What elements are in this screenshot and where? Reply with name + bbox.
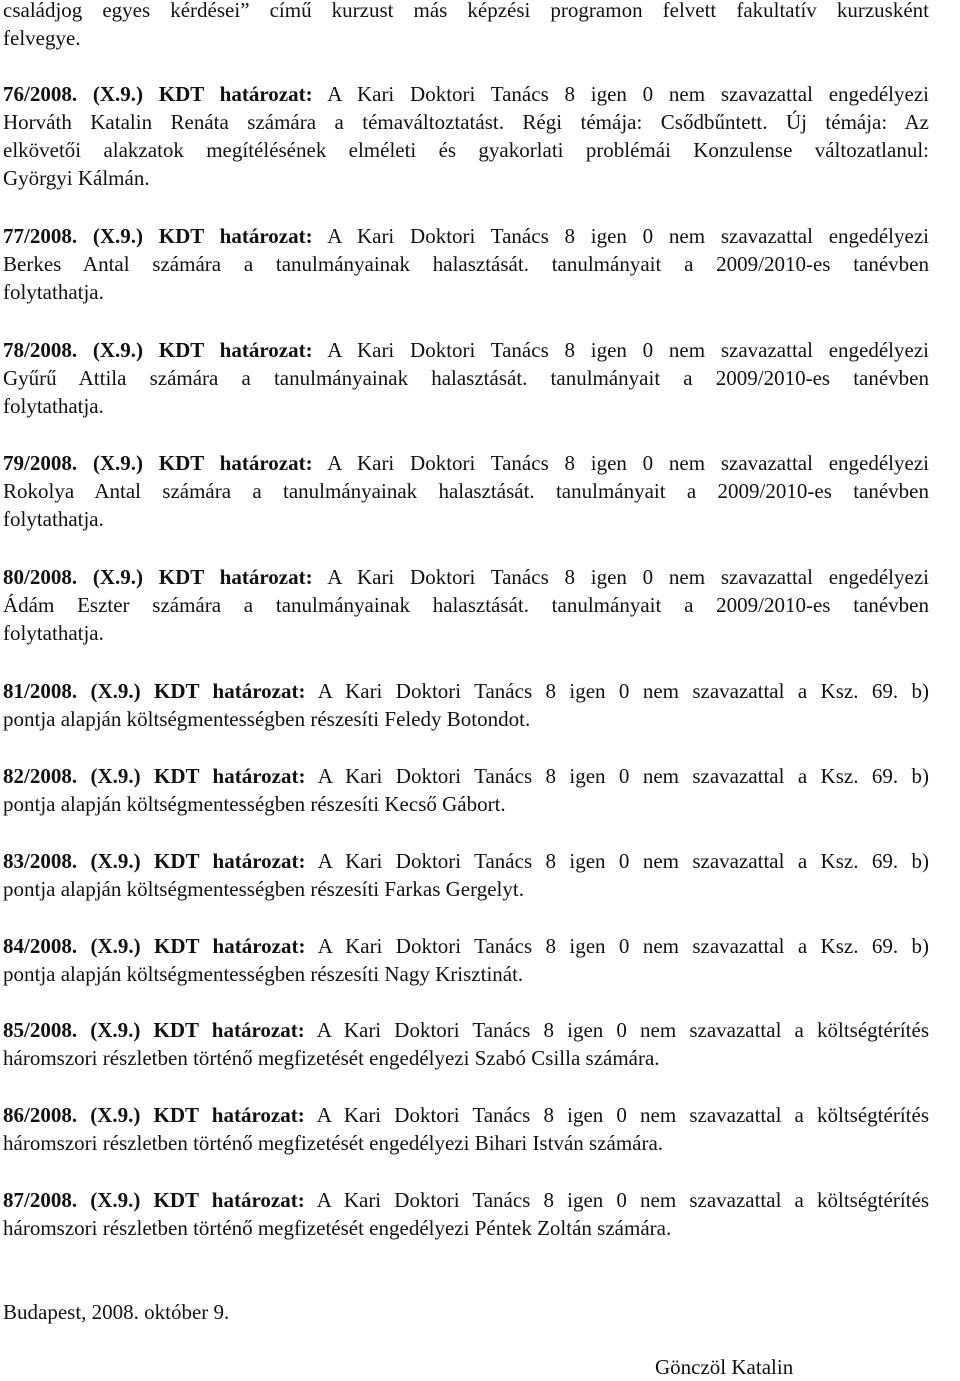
resolution-79-heading [3,449,929,477]
resolution-number: 76/2008. (X.9.) [3,82,143,106]
resolution-number: 81/2008. (X.9.) [3,679,141,703]
resolution-77-heading [3,222,929,250]
resolution-text: A Kari Doktori Tanács 8 igen 0 nem szavazattal engedélyezi [327,338,929,362]
resolution-text: A Kari Doktori Tanács 8 igen 0 nem szavazattal a költségtérítés [316,1018,929,1042]
resolution-81-heading [3,677,929,705]
resolution-number: 80/2008. (X.9.) [3,565,143,589]
intro-line: felvegye. [3,26,81,50]
resolution-text: A Kari Doktori Tanács 8 igen 0 nem szavazattal a Ksz. 69. b) [317,679,929,703]
resolution-line: Ádám Eszter számára a tanulmányainak halasztását. tanulmányait a 2009/2010-es tanévben [3,593,929,617]
resolution-label: KDT határozat: [154,764,306,788]
resolution-label: KDT határozat: [154,849,306,873]
resolution-text: A Kari Doktori Tanács 8 igen 0 nem szavazattal engedélyezi [327,224,929,248]
resolution-number: 78/2008. (X.9.) [3,338,143,362]
resolution-number: 79/2008. (X.9.) [3,451,143,475]
resolution-line: háromszori részletben történő megfizetését engedélyezi Bihari István számára. [3,1131,664,1155]
resolution-line: pontja alapján költségmentességben részesíti Kecső Gábort. [3,792,506,816]
resolution-text: A Kari Doktori Tanács 8 igen 0 nem szavazattal a Ksz. 69. b) [317,764,929,788]
resolution-line: pontja alapján költségmentességben részesíti Nagy Krisztinát. [3,962,524,986]
resolution-84-heading [3,932,929,960]
intro-line: családjog egyes kérdései” című kurzust más képzési programon felvett fakultatív kurzusként [3,0,929,22]
resolution-line: Györgyi Kálmán. [3,166,150,190]
resolution-85-heading [3,1016,929,1044]
resolution-label: KDT határozat: [153,1103,305,1127]
resolution-76-heading [3,80,929,108]
resolution-label: KDT határozat: [158,565,313,589]
resolution-line: folytathatja. [3,280,104,304]
resolution-label: KDT határozat: [153,1018,305,1042]
resolution-text: A Kari Doktori Tanács 8 igen 0 nem szavazattal engedélyezi [327,82,929,106]
resolution-line: pontja alapján költségmentességben részesíti Farkas Gergelyt. [3,877,524,901]
resolution-text: A Kari Doktori Tanács 8 igen 0 nem szavazattal a költségtérítés [316,1188,929,1212]
resolution-text: A Kari Doktori Tanács 8 igen 0 nem szavazattal a Ksz. 69. b) [317,849,929,873]
resolution-number: 87/2008. (X.9.) [3,1188,141,1212]
place-date: Budapest, 2008. október 9. [3,1300,230,1324]
resolution-line: Berkes Antal számára a tanulmányainak halasztását. tanulmányait a 2009/2010-es tanévben [3,252,929,276]
resolution-87-heading [3,1186,929,1214]
resolution-label: KDT határozat: [154,934,306,958]
resolution-line: folytathatja. [3,621,104,645]
resolution-86-heading [3,1101,929,1129]
resolution-line: Gyűrű Attila számára a tanulmányainak halasztását. tanulmányait a 2009/2010-es tanévben [3,366,929,390]
resolution-80-heading [3,563,929,591]
resolution-78-heading [3,336,929,364]
resolution-number: 77/2008. (X.9.) [3,224,143,248]
resolution-line: elkövetői alakzatok megítélésének elméleti és gyakorlati problémái Konzulense változatlanul: [3,138,929,162]
resolution-number: 84/2008. (X.9.) [3,934,141,958]
resolution-number: 83/2008. (X.9.) [3,849,141,873]
resolution-line: folytathatja. [3,507,104,531]
resolution-label: KDT határozat: [158,451,313,475]
resolution-line: Rokolya Antal számára a tanulmányainak halasztását. tanulmányait a 2009/2010-es tanévben [3,479,929,503]
resolution-line: háromszori részletben történő megfizetését engedélyezi Péntek Zoltán számára. [3,1216,672,1240]
resolution-83-heading [3,847,929,875]
resolution-number: 82/2008. (X.9.) [3,764,141,788]
resolution-text: A Kari Doktori Tanács 8 igen 0 nem szavazattal a Ksz. 69. b) [317,934,929,958]
resolution-line: háromszori részletben történő megfizetését engedélyezi Szabó Csilla számára. [3,1046,660,1070]
resolution-text: A Kari Doktori Tanács 8 igen 0 nem szavazattal engedélyezi [327,451,929,475]
resolution-line: folytathatja. [3,394,104,418]
resolution-label: KDT határozat: [153,1188,305,1212]
resolution-line: pontja alapján költségmentességben részesíti Feledy Botondot. [3,707,531,731]
resolution-line: Horváth Katalin Renáta számára a témaváltoztatást. Régi témája: Csődbűntett. Új témája: Az [3,110,929,134]
resolution-number: 85/2008. (X.9.) [3,1018,141,1042]
resolution-number: 86/2008. (X.9.) [3,1103,141,1127]
resolution-text: A Kari Doktori Tanács 8 igen 0 nem szavazattal a költségtérítés [316,1103,929,1127]
resolution-82-heading [3,762,929,790]
resolution-text: A Kari Doktori Tanács 8 igen 0 nem szavazattal engedélyezi [327,565,929,589]
resolution-label: KDT határozat: [158,338,313,362]
resolution-label: KDT határozat: [158,224,313,248]
resolution-label: KDT határozat: [154,679,306,703]
resolution-label: KDT határozat: [158,82,313,106]
signatory-name: Gönczöl Katalin [655,1355,794,1379]
